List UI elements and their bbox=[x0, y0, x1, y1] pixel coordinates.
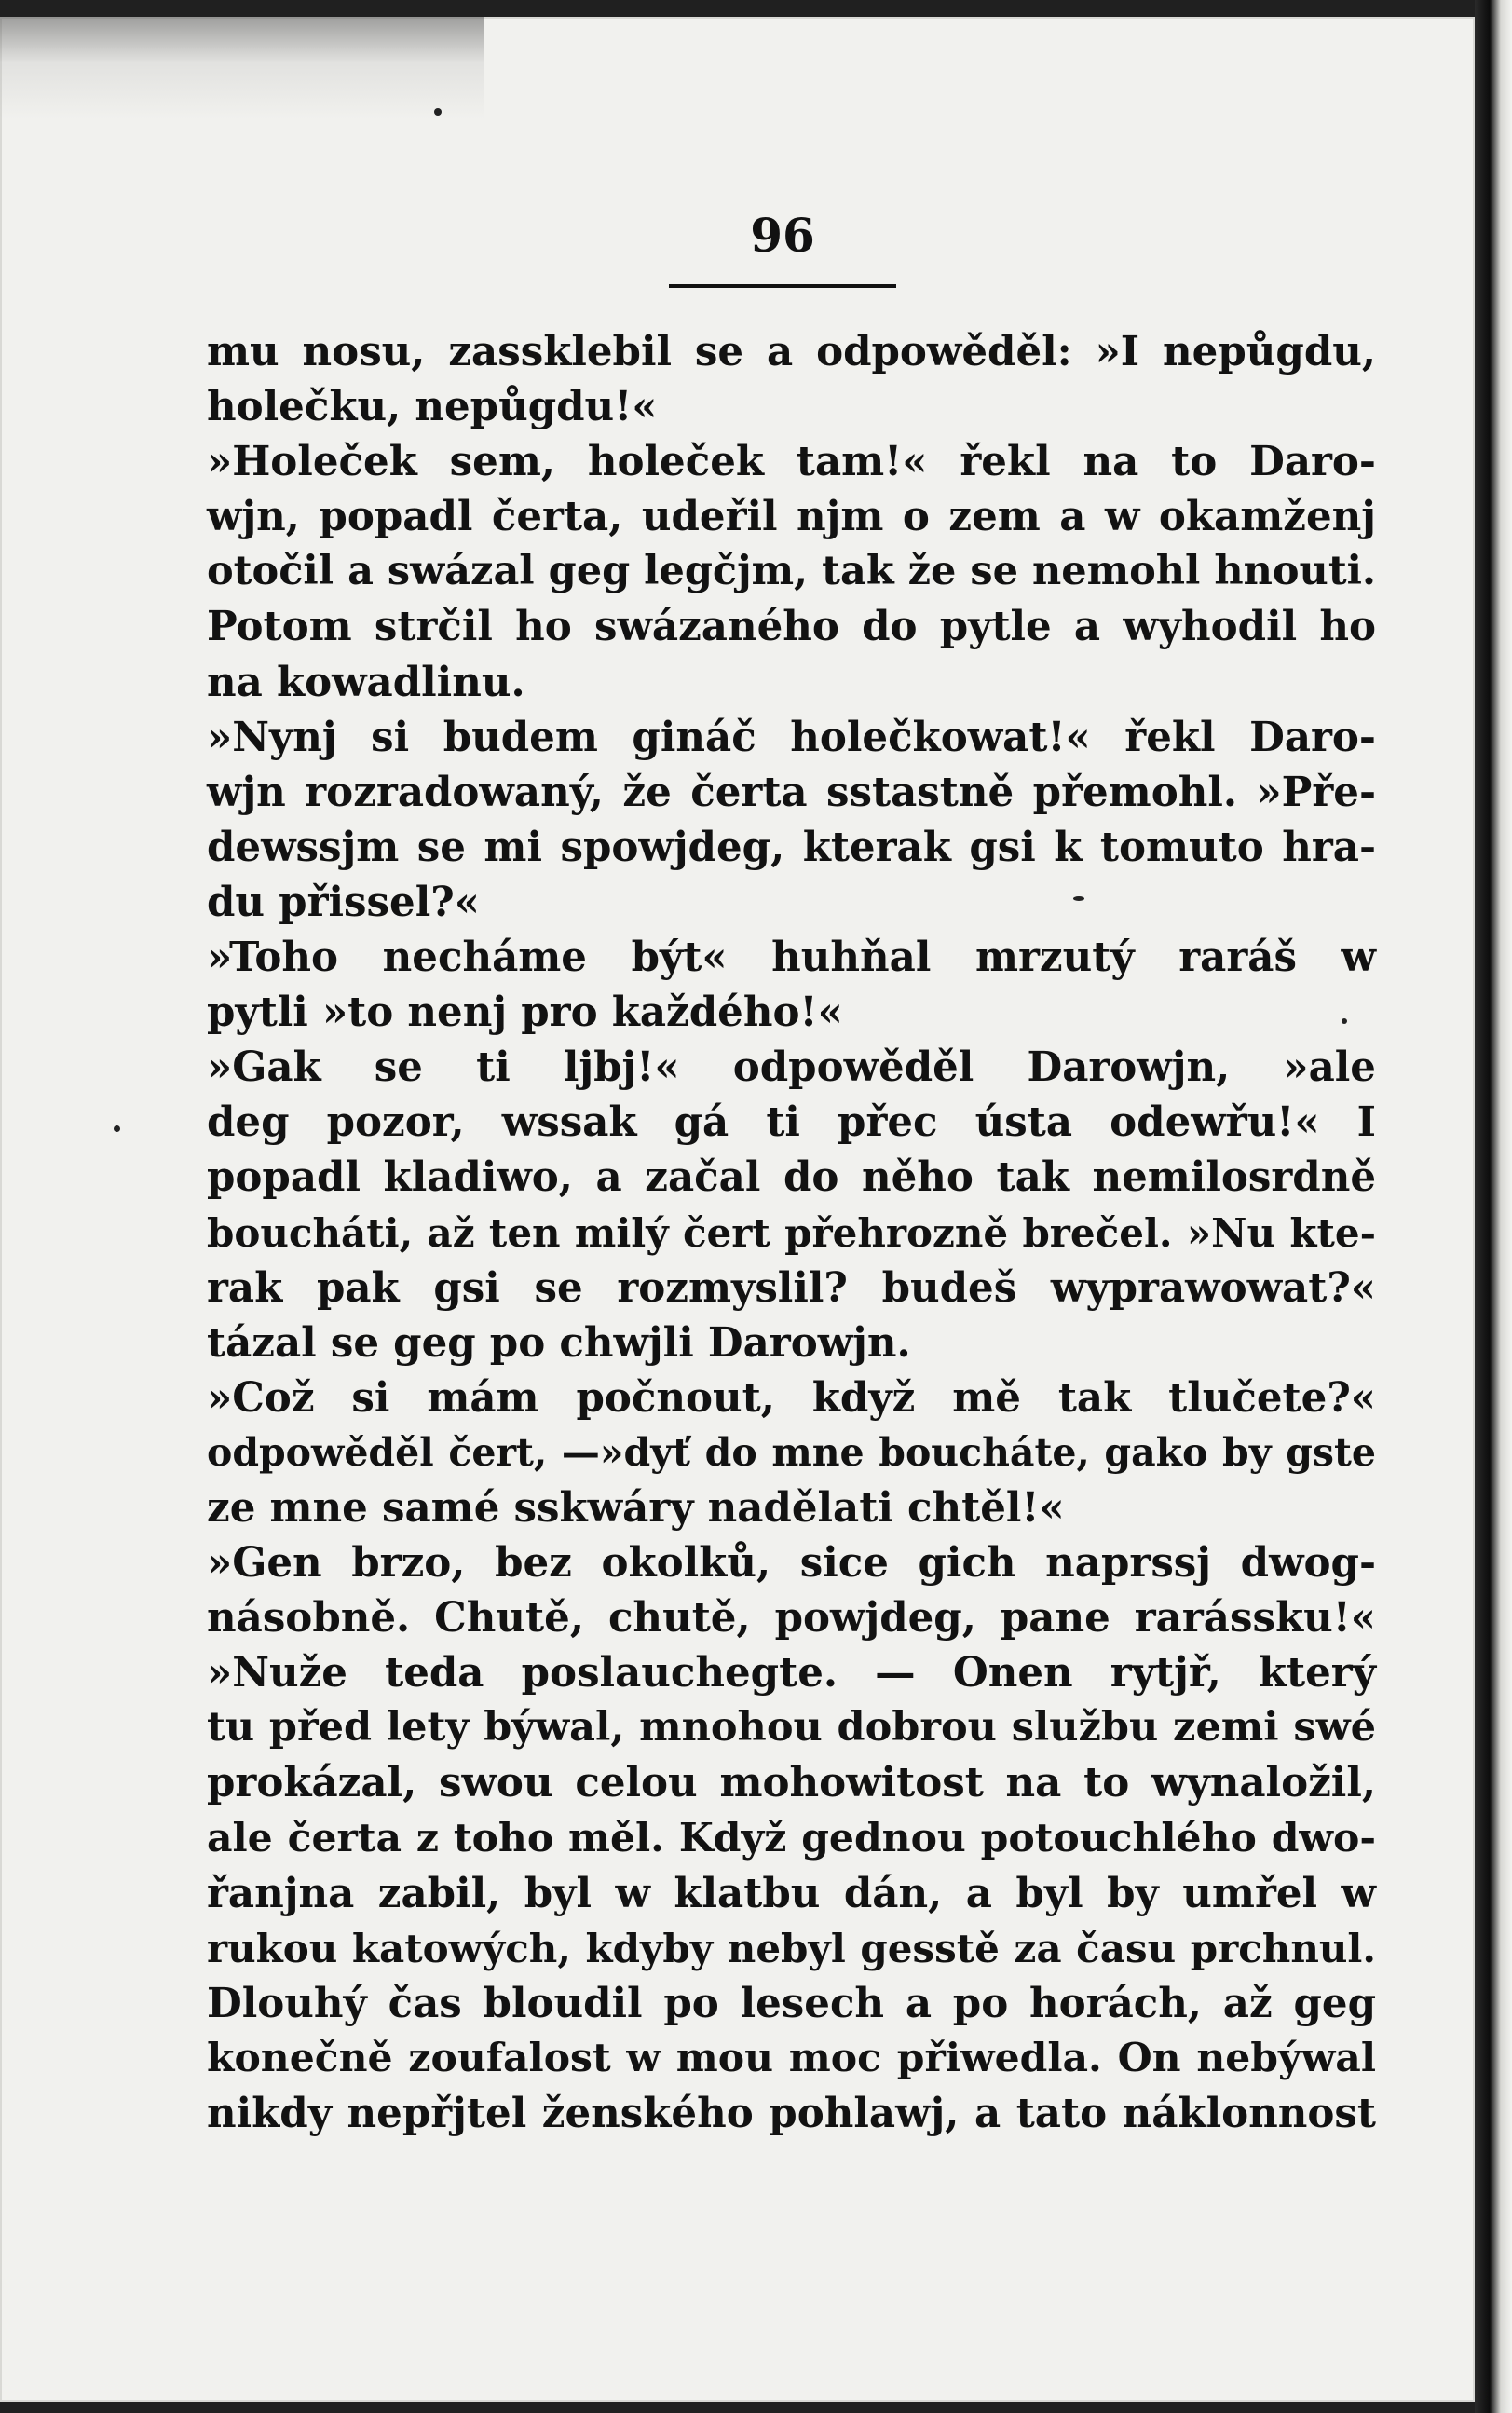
page-number: 96 bbox=[750, 208, 815, 263]
text-line: na kowadlinu. bbox=[207, 658, 525, 706]
text-line: »Gak se ti ljbj!« odpowěděl Darowjn, »ale bbox=[207, 1043, 1376, 1092]
text-line: popadl kladiwo, a začal do něho tak nemilosrdně bbox=[207, 1153, 1376, 1202]
text-line: konečně zoufalost w mou moc přiwedla. On nebýwal bbox=[207, 2034, 1376, 2081]
page-body-text bbox=[207, 324, 1376, 2141]
ink-speck bbox=[434, 108, 442, 116]
text-line: »Holeček sem, holeček tam!« řekl na to Daro- bbox=[207, 438, 1376, 486]
text-line: odpowěděl čert, —»dyť do mne boucháte, gako by gste bbox=[207, 1429, 1376, 1475]
text-line: boucháti, až ten milý čert přehrozně brečel. »Nu kte- bbox=[207, 1209, 1376, 1256]
text-line: Potom strčil ho swázaného do pytle a wyhodil ho bbox=[207, 603, 1376, 651]
ink-speck bbox=[114, 1125, 120, 1132]
text-line: »Nynj si budem gináč holečkowat!« řekl Daro- bbox=[207, 713, 1376, 761]
text-line: wjn rozradowaný, že čerta sstastně přemohl. »Pře- bbox=[207, 768, 1376, 816]
ink-speck bbox=[1342, 1018, 1347, 1024]
text-line: řanjna zabil, byl w klatbu dán, a byl by umřel w bbox=[207, 1869, 1376, 1917]
text-line: »Což si mám počnout, když mě tak tlučete?« bbox=[207, 1373, 1376, 1422]
text-line: pytli »to nenj pro každého!« bbox=[207, 988, 843, 1037]
page-shadow bbox=[0, 17, 484, 119]
text-line: »Gen brzo, bez okolků, sice gich naprssj dwog- bbox=[207, 1539, 1376, 1588]
text-line: »Toho necháme být« huhňal mrzutý raráš w bbox=[207, 934, 1376, 982]
text-line: deg pozor, wssak gá ti přec ústa odewřu!« I bbox=[207, 1098, 1376, 1147]
text-line: ze mne samé sskwáry nadělati chtěl!« bbox=[207, 1483, 1065, 1532]
text-line: mu nosu, zassklebil se a odpowěděl: »I nepůgdu, bbox=[207, 328, 1376, 375]
text-line: otočil a swázal geg legčjm, tak že se nemohl hnouti. bbox=[207, 548, 1376, 595]
book-page bbox=[0, 17, 1475, 2402]
text-line: »Nuže teda poslauchegte. — Onen rytjř, který bbox=[207, 1649, 1376, 1697]
text-line: Dlouhý čas bloudil po lesech a po horách, až geg bbox=[207, 1979, 1376, 2027]
text-line: násobně. Chutě, chutě, powjdeg, pane rarássku!« bbox=[207, 1594, 1376, 1643]
text-line: rukou katowých, kdyby nebyl gesstě za času prchnul. bbox=[207, 1925, 1376, 1971]
text-line: tázal se geg po chwjli Darowjn. bbox=[207, 1318, 911, 1367]
text-line: nikdy nepřjtel ženského pohlawj, a tato náklonnost bbox=[207, 2090, 1376, 2137]
text-line: wjn, popadl čerta, udeřil njm o zem a w okamženj bbox=[207, 493, 1376, 541]
text-line: ale čerta z toho měl. Když gednou potouchlého dwo- bbox=[207, 1814, 1376, 1861]
text-line: prokázal, swou celou mohowitost na to wynaložil, bbox=[207, 1759, 1376, 1807]
text-line: du přissel?« bbox=[207, 878, 480, 926]
ink-speck bbox=[1073, 896, 1084, 901]
text-line: rak pak gsi se rozmyslil? budeš wyprawowat?« bbox=[207, 1263, 1376, 1312]
page-number-rule bbox=[669, 284, 896, 288]
text-line: holečku, nepůgdu!« bbox=[207, 383, 658, 431]
text-line: dewssjm se mi spowjdeg, kterak gsi k tomuto hra- bbox=[207, 823, 1376, 871]
page-edge-shadow bbox=[1475, 0, 1512, 2413]
text-line: tu před lety býwal, mnohou dobrou službu zemi swé bbox=[207, 1704, 1376, 1752]
